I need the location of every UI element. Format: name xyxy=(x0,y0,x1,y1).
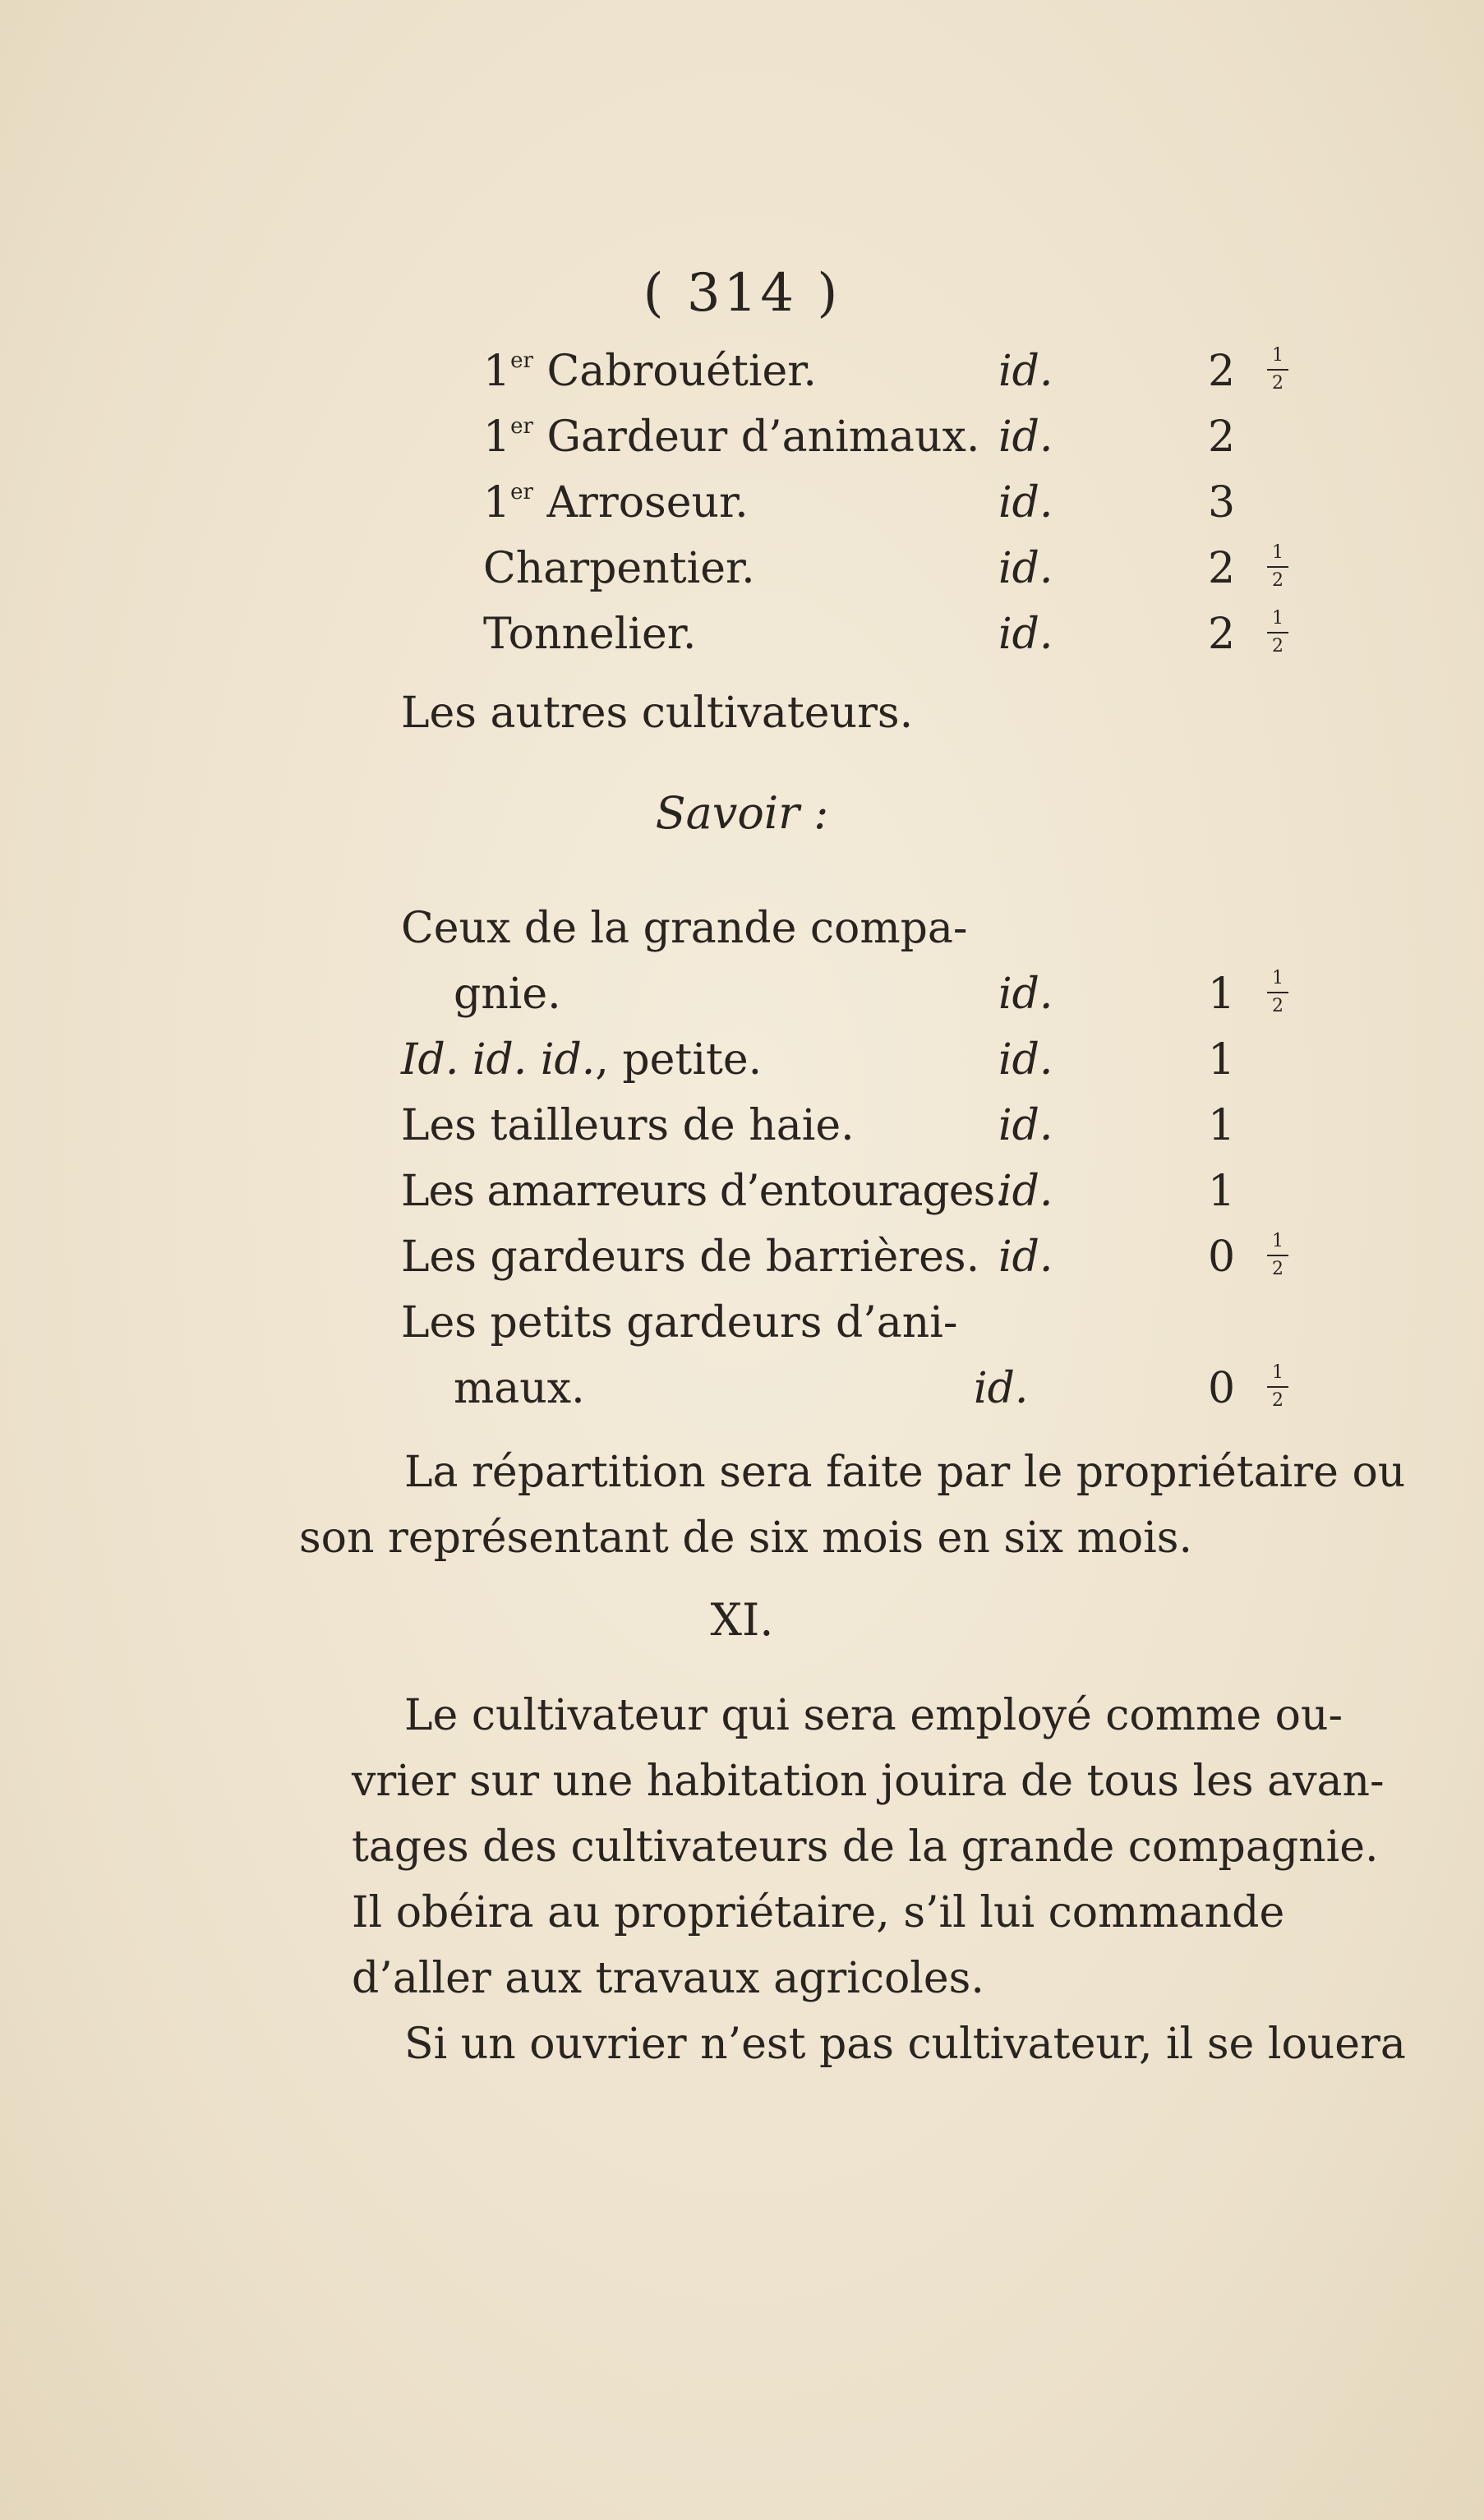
frac-den: 2 xyxy=(1272,996,1284,1016)
ordinal: 1 xyxy=(483,347,511,396)
paragraph-line: d’aller aux travaux agricoles. xyxy=(352,1954,984,2003)
row-id: id. xyxy=(974,1364,1029,1413)
paragraph-line: Si un ouvrier n’est pas cultivateur, il se louera xyxy=(404,2020,1406,2069)
row-amount: 1 xyxy=(1208,970,1236,1019)
wage-row xyxy=(0,1224,1484,1290)
half-fraction xyxy=(1265,606,1290,662)
ordinal-sup: er xyxy=(510,348,533,373)
row-amount: 1 xyxy=(1208,1035,1236,1085)
row-id: id. xyxy=(998,544,1053,593)
half-fraction xyxy=(1265,1229,1290,1285)
wage-row-cont xyxy=(0,961,1484,1027)
page-number: ( 314 ) xyxy=(643,263,841,324)
paragraph-line: tages des cultivateurs de la grande compagnie. xyxy=(352,1822,1379,1872)
row-id: id. xyxy=(998,1101,1053,1150)
half-fraction xyxy=(1265,966,1290,1022)
row-id: id. xyxy=(998,478,1053,527)
paragraph-line: Le cultivateur qui sera employé comme ou- xyxy=(404,1691,1343,1740)
wage-row xyxy=(0,470,1484,536)
row-id: id. xyxy=(998,1035,1053,1085)
row-amount: 2 xyxy=(1208,347,1236,396)
frac-den: 2 xyxy=(1272,1390,1284,1411)
wage-row xyxy=(0,1093,1484,1159)
frac-den: 2 xyxy=(1272,570,1284,591)
row-amount: 3 xyxy=(1208,478,1236,527)
paragraph xyxy=(352,1683,1406,2077)
frac-num: 1 xyxy=(1272,608,1284,629)
row-amount: 1 xyxy=(1208,1167,1236,1216)
row-amount: 1 xyxy=(1208,1101,1236,1150)
row-label: , petite. xyxy=(595,1035,763,1085)
row-label: Tonnelier. xyxy=(483,610,697,659)
ordinal: 1 xyxy=(483,412,511,462)
frac-num: 1 xyxy=(1272,345,1284,366)
autres-heading: Les autres cultivateurs. xyxy=(401,689,914,738)
ordinal-sup: er xyxy=(510,414,533,439)
wage-row xyxy=(0,404,1484,470)
row-label: Les petits gardeurs d’ani- xyxy=(401,1298,958,1348)
row-id: id. xyxy=(998,347,1053,396)
row-id: id. xyxy=(998,1167,1053,1216)
frac-num: 1 xyxy=(1272,968,1284,988)
wage-row xyxy=(0,601,1484,667)
row-label: Ceux de la grande compa- xyxy=(401,904,968,953)
row-amount: 0 xyxy=(1208,1364,1236,1413)
wage-row xyxy=(0,1159,1484,1224)
paragraph-line: son représentant de six mois en six mois. xyxy=(299,1513,1192,1563)
ordinal: 1 xyxy=(483,478,511,527)
wage-row xyxy=(0,339,1484,404)
row-amount: 2 xyxy=(1208,610,1236,659)
paragraph-line: Il obéira au propriétaire, s’il lui commande xyxy=(352,1888,1285,1937)
row-id: id. xyxy=(998,1232,1053,1282)
wage-row xyxy=(0,896,1484,961)
row-label: Cabrouétier. xyxy=(546,347,817,396)
frac-den: 2 xyxy=(1272,1259,1284,1279)
row-label-cont: maux. xyxy=(454,1364,585,1413)
frac-den: 2 xyxy=(1272,373,1284,394)
row-amount: 2 xyxy=(1208,544,1236,593)
row-label-italic: Id. id. id. xyxy=(401,1035,596,1085)
paragraph-line: La répartition sera faite par le propriétaire ou xyxy=(404,1448,1406,1497)
wage-row xyxy=(0,536,1484,601)
row-label-cont: gnie. xyxy=(454,970,561,1019)
row-label: Les gardeurs de barrières. xyxy=(401,1232,980,1282)
row-amount: 0 xyxy=(1208,1232,1236,1282)
wage-row xyxy=(0,1290,1484,1356)
row-label: Les amarreurs d’entourages. xyxy=(401,1167,1007,1216)
row-label: Les tailleurs de haie. xyxy=(401,1101,855,1150)
paragraph-line: vrier sur une habitation jouira de tous les avan- xyxy=(352,1757,1385,1806)
half-fraction xyxy=(1265,1361,1290,1417)
frac-num: 1 xyxy=(1272,542,1284,563)
section-number: XI. xyxy=(710,1594,774,1646)
row-label: Charpentier. xyxy=(483,544,755,593)
half-fraction xyxy=(1265,343,1290,399)
frac-num: 1 xyxy=(1272,1231,1284,1251)
row-label: Arroseur. xyxy=(546,478,749,527)
row-label: Gardeur d’animaux. xyxy=(546,412,980,462)
half-fraction xyxy=(1265,541,1290,597)
frac-num: 1 xyxy=(1272,1362,1284,1383)
row-amount: 2 xyxy=(1208,412,1236,462)
wage-row xyxy=(0,1027,1484,1093)
wage-row-cont xyxy=(0,1356,1484,1421)
row-id: id. xyxy=(998,412,1053,462)
frac-den: 2 xyxy=(1272,636,1284,656)
savoir-heading: Savoir : xyxy=(655,787,829,839)
row-id: id. xyxy=(998,610,1053,659)
paragraph xyxy=(299,1440,1406,1571)
row-id: id. xyxy=(998,970,1053,1019)
ordinal-sup: er xyxy=(510,480,533,504)
